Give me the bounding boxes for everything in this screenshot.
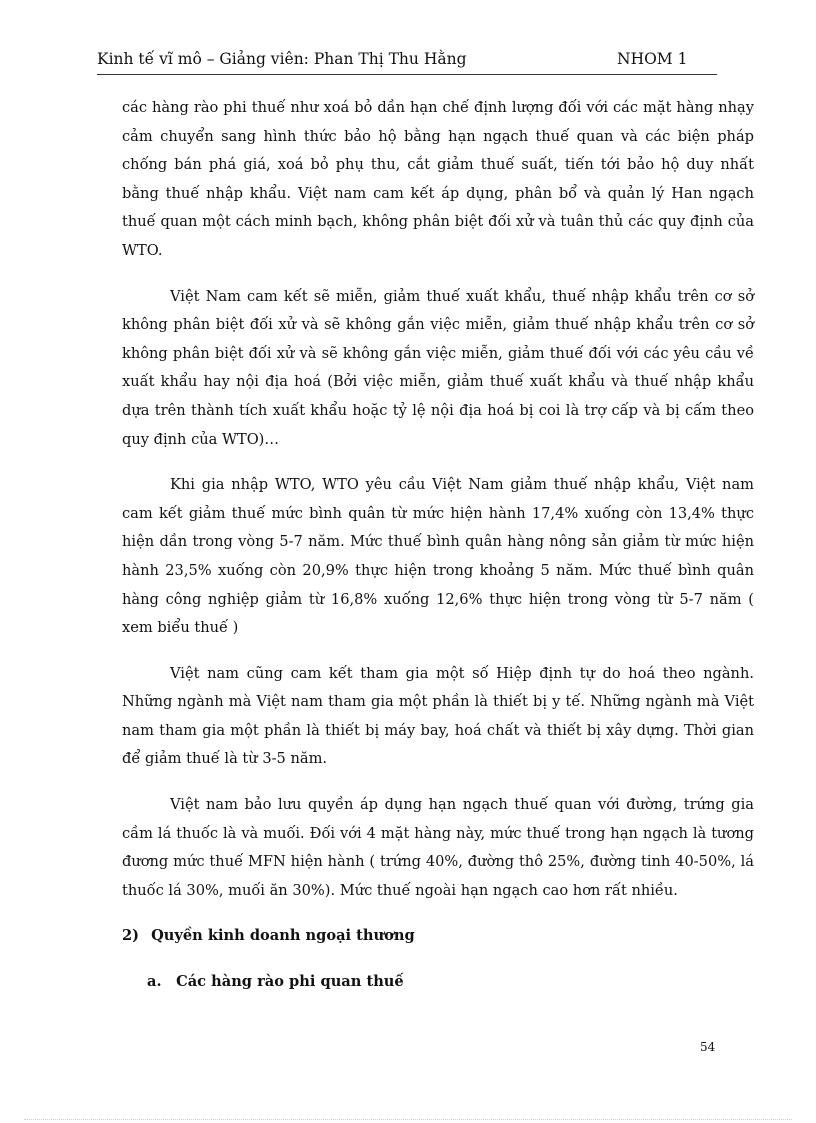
subsection-title: Các hàng rào phi quan thuế (176, 973, 404, 991)
page-bottom-border (24, 1119, 792, 1120)
header-divider (97, 74, 717, 75)
page-header (97, 50, 717, 74)
document-body (122, 94, 754, 1014)
section-heading (122, 922, 754, 951)
paragraph: Khi gia nhập WTO, WTO yêu cầu Việt Nam giảm thuế nhập khẩu, Việt nam cam kết giảm thuế mức bình quân từ mức hiện hành 17,4% xuống còn 13,4% thực hiện dần trong vòng 5-7 năm. Mức thuế bình quân hàng nông sản giảm từ mức hiện hành 23,5% xuống còn 20,9% thực hiện trong khoảng 5 năm. Mức thuế bình quân hàng công nghiệp giảm từ 16,8% xuống 12,6% thực hiện trong vòng từ 5-7 năm ( xem biểu thuế ) (122, 476, 754, 637)
subsection-number: a. (147, 973, 162, 991)
section-number: 2) (122, 927, 140, 945)
header-title: Kinh tế vĩ mô – Giảng viên: Phan Thị Thu Hằng (97, 50, 467, 68)
paragraph: Việt nam cũng cam kết tham gia một số Hiệp định tự do hoá theo ngành. Những ngành mà Việt nam tham gia một phần là thiết bị y tế. Những ngành mà Việt nam tham gia một phần là thiết bị máy bay, hoá chất và thiết bị xây dựng. Thời gian để giảm thuế là từ 3-5 năm. (122, 664, 754, 768)
paragraph: các hàng rào phi thuế như xoá bỏ dần hạn chế định lượng đối với các mặt hàng nhạy cảm chuyển sang hình thức bảo hộ bằng hạn ngạch thuế quan và các biện pháp chống bán phá giá, xoá bỏ phụ thu, cắt giảm thuế suất, tiến tới bảo hộ duy nhất bằng thuế nhập khẩu. Việt nam cam kết áp dụng, phân bổ và quản lý Han ngạch thuế quan một cách minh bạch, không phân biệt đối xử và tuân thủ các quy định của WTO. (122, 99, 754, 259)
paragraph: Việt nam bảo lưu quyền áp dụng hạn ngạch thuế quan với đường, trứng gia cầm lá thuốc là và muối. Đối với 4 mặt hàng này, mức thuế trong hạn ngạch là tương đương mức thuế MFN hiện hành ( trứng 40%, đường thô 25%, đường tinh 40-50%, lá thuốc lá 30%, muối ăn 30%). Mức thuế ngoài hạn ngạch cao hơn rất nhiều. (122, 796, 754, 899)
section-title: Quyền kinh doanh ngoại thương (151, 927, 415, 945)
page-number: 54 (700, 1040, 716, 1054)
subsection-heading (122, 968, 754, 997)
paragraph: Việt Nam cam kết sẽ miễn, giảm thuế xuất khẩu, thuế nhập khẩu trên cơ sở không phân biệt đối xử và sẽ không gắn việc miễn, giảm thuế nhập khẩu trên cơ sở không phân biệt đối xử và sẽ không gắn việc miễn, giảm thuế đối với các yêu cầu về xuất khẩu hay nội địa hoá (Bởi việc miễn, giảm thuế xuất khẩu và thuế nhập khẩu dựa trên thành tích xuất khẩu hoặc tỷ lệ nội địa hoá bị coi là trợ cấp và bị cấm theo quy định của WTO)… (122, 287, 754, 448)
header-group: NHOM 1 (617, 50, 688, 68)
